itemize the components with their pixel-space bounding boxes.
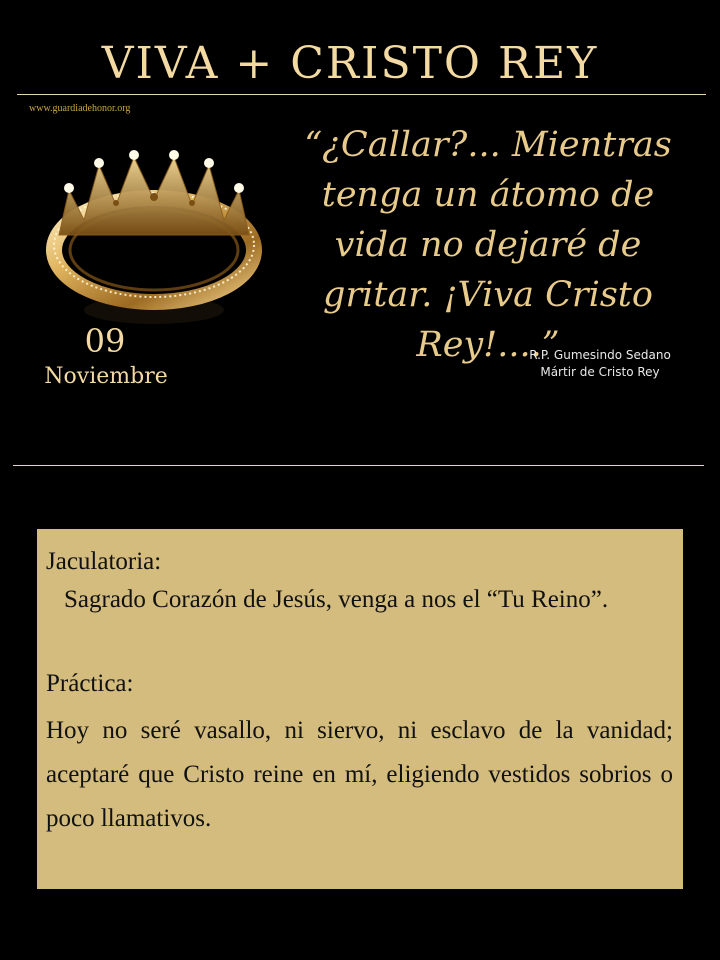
jaculatoria-text: Sagrado Corazón de Jesús, venga a nos el “Tu Reino”.: [64, 586, 609, 613]
middle-divider: [13, 465, 704, 466]
author-title: Mártir de Cristo Rey: [540, 365, 660, 379]
quote-text: “¿Callar?... Mientras tenga un átomo de vida no dejaré de gritar. ¡Viva Cristo Rey!....”: [304, 125, 672, 365]
crown-ring-image: [44, 135, 274, 335]
quote-author: [500, 347, 700, 381]
practica-text: Hoy no seré vasallo, ni siervo, ni esclavo de la vanidad; aceptaré que Cristo reine en mí, eligiendo vestidos sobrios o poco llamativos.: [46, 717, 673, 832]
website-url[interactable]: www.guardiadehonor.org: [29, 103, 131, 114]
page-title: VIVA + CRISTO REY: [101, 38, 599, 89]
practica-label: Práctica:: [46, 670, 134, 697]
author-name: R.P. Gumesindo Sedano: [529, 348, 671, 362]
jaculatoria-label: Jaculatoria:: [46, 548, 162, 575]
date-month: Noviembre: [44, 364, 168, 389]
devotion-card: [37, 529, 683, 889]
top-divider: [17, 94, 706, 95]
date-day: 09: [84, 322, 126, 360]
